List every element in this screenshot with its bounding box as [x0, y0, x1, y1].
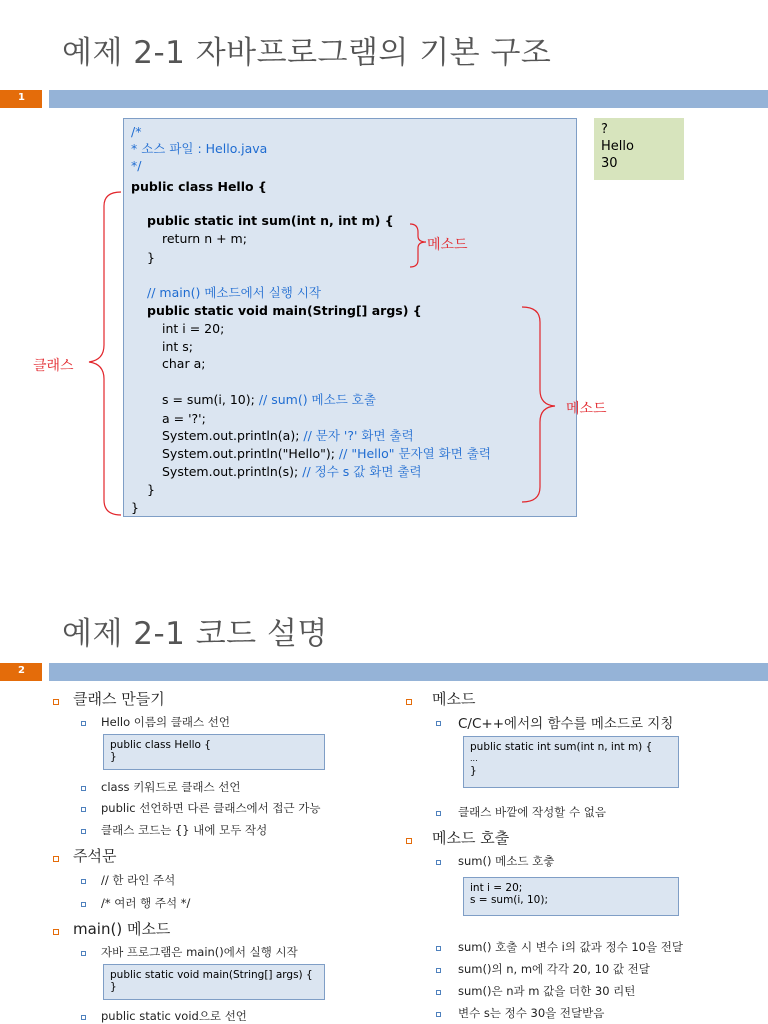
call-sub2: sum() 호출 시 변수 i의 값과 정수 10을 전달 — [458, 940, 683, 954]
comment-heading: 주석문 — [73, 847, 117, 865]
bullet-icon — [406, 699, 412, 705]
class-sub4: 클래스 코드는 {} 내에 모두 작성 — [101, 823, 268, 837]
main-snippet: public static void main(String[] args) { } — [103, 964, 325, 1000]
bullet-icon — [406, 838, 412, 844]
code-line: System.out.println(s); // 정수 s 값 화면 출력 — [162, 464, 422, 479]
bullet-icon — [436, 946, 441, 951]
code-line: int s; — [162, 339, 193, 354]
bullet-icon — [53, 929, 59, 935]
call-sub3: sum()의 n, m에 각각 20, 10 값 전달 — [458, 962, 650, 976]
code-line: } — [147, 250, 155, 265]
comment-sub2: /* 여러 행 주석 */ — [101, 896, 191, 910]
bullet-icon — [81, 1015, 86, 1020]
label-method-sum: 메소드 — [427, 237, 468, 253]
class-sub3: public 선언하면 다른 클래스에서 접근 가능 — [101, 801, 321, 815]
bullet-icon — [53, 699, 59, 705]
main-sub1: 자바 프로그램은 main()에서 실행 시작 — [101, 945, 298, 959]
brace-sum-method — [410, 224, 426, 267]
method-heading: 메소드 — [432, 690, 476, 708]
code-line: System.out.println("Hello"); // "Hello" 문자열 화면 출력 — [162, 446, 491, 461]
code-line: } — [147, 482, 155, 497]
main-sub2: public static void으로 선언 — [101, 1009, 247, 1023]
bullet-icon — [436, 811, 441, 816]
class-sub2: class 키워드로 클래스 선언 — [101, 780, 241, 794]
code-line: } — [131, 500, 139, 515]
method-sub2: 클래스 바깥에 작성할 수 없음 — [458, 805, 606, 819]
call-sub5: 변수 s는 정수 30을 전달받음 — [458, 1006, 605, 1020]
slide1-number: 1 — [0, 90, 42, 108]
code-line: System.out.println(a); // 문자 '?' 화면 출력 — [162, 428, 414, 443]
call-heading: 메소드 호출 — [432, 829, 510, 847]
brace-main-method — [522, 307, 555, 502]
method-sub1: C/C++에서의 함수를 메소드로 지칭 — [458, 716, 674, 732]
slide1-title: 예제 2-1 자바프로그램의 기본 구조 — [62, 35, 552, 71]
code-line: public static void main(String[] args) { — [147, 303, 422, 318]
bullet-icon — [81, 721, 86, 726]
comment-sub1: // 한 라인 주석 — [101, 873, 176, 887]
bullet-icon — [436, 990, 441, 995]
bullet-icon — [81, 951, 86, 956]
class-heading: 클래스 만들기 — [73, 690, 165, 708]
bullet-icon — [81, 786, 86, 791]
code-line: // main() 메소드에서 실행 시작 — [147, 285, 321, 300]
brace-class — [89, 192, 121, 515]
code-line: * 소스 파일 : Hello.java — [131, 141, 268, 156]
bullet-icon — [436, 721, 441, 726]
call-sub4: sum()은 n과 m 값을 더한 30 리턴 — [458, 984, 636, 998]
bullet-icon — [81, 829, 86, 834]
main-heading: main() 메소드 — [73, 920, 171, 938]
bullet-icon — [81, 807, 86, 812]
code-line: /* — [131, 124, 142, 139]
call-sub1: sum() 메소드 호춯 — [458, 854, 555, 868]
label-method-main: 메소드 — [566, 401, 607, 417]
code-line: char a; — [162, 356, 206, 371]
call-snippet: int i = 20; s = sum(i, 10); — [463, 877, 679, 916]
class-sub1: Hello 이름의 클래스 선언 — [101, 715, 230, 729]
output-line: ? — [601, 122, 608, 137]
slide2-number: 2 — [0, 663, 42, 681]
slide2-title: 예제 2-1 코드 설명 — [62, 616, 328, 652]
method-snippet: public static int sum(int n, int m) { ... } — [463, 736, 679, 788]
bullet-icon — [81, 879, 86, 884]
class-snippet: public class Hello { } — [103, 734, 325, 770]
output-line: Hello — [601, 139, 634, 154]
bullet-icon — [436, 860, 441, 865]
bullet-icon — [436, 1012, 441, 1017]
slide2-header-bar — [49, 663, 768, 681]
output-line: 30 — [601, 156, 618, 171]
label-class: 클래스 — [33, 358, 74, 374]
bullet-icon — [81, 902, 86, 907]
bullet-icon — [436, 968, 441, 973]
code-line: public class Hello { — [131, 179, 267, 194]
code-line: a = '?'; — [162, 411, 206, 426]
code-line: return n + m; — [162, 231, 247, 246]
code-line: int i = 20; — [162, 321, 225, 336]
bullet-icon — [53, 856, 59, 862]
code-line: public static int sum(int n, int m) { — [147, 213, 394, 228]
code-line: */ — [131, 158, 142, 173]
code-line: s = sum(i, 10); // sum() 메소드 호출 — [162, 392, 376, 407]
